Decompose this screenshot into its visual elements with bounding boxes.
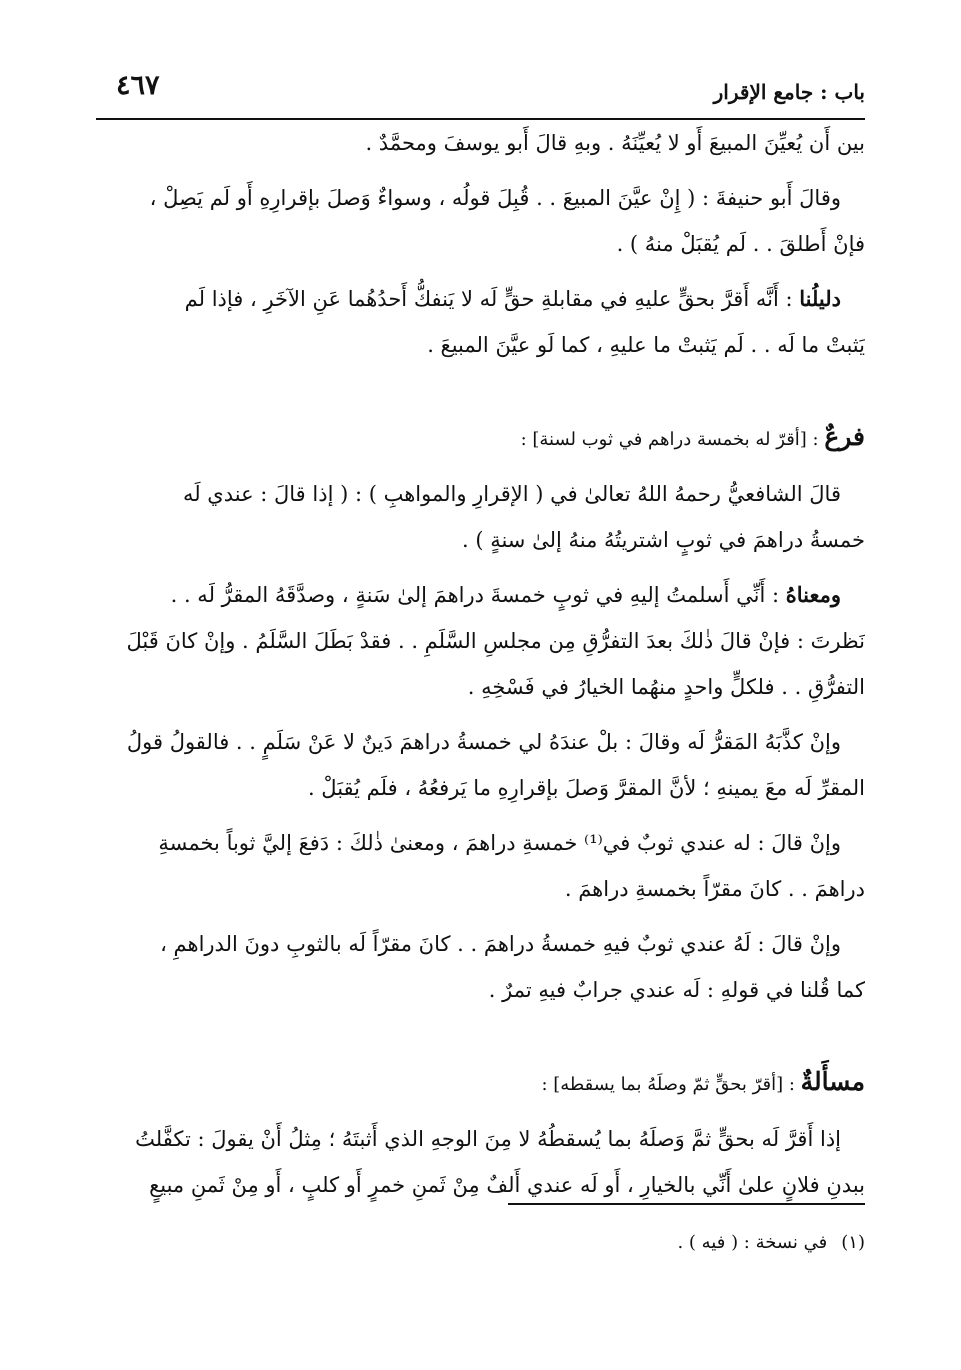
paragraph-lead: دليلُنا xyxy=(799,286,841,311)
paragraph xyxy=(90,921,865,1013)
text-line: وإنْ قالَ : له عندي ثوبٌ في⁽¹⁾ خمسةِ دراهمَ ، ومعنىٰ ذٰلكَ : دَفعَ إليَّ ثوباً بخمسةِ xyxy=(158,831,841,855)
section-heading xyxy=(90,1057,865,1107)
text-line: دراهمَ . . كانَ مقرّاً بخمسةِ دراهمَ . xyxy=(564,877,865,901)
paragraph xyxy=(90,1116,865,1208)
text-line: قالَ الشافعيُّ رحمهُ اللهُ تعالىٰ في ( الإقرارِ والمواهبِ ) : ( إذا قالَ : عندي لَه xyxy=(182,482,841,506)
text-line: بين أَن يُعيِّنَ المبيعَ أَو لا يُعيِّنَهُ . وبهِ قالَ أَبو يوسفَ ومحمَّدٌ . xyxy=(365,131,865,155)
heading-line xyxy=(90,412,865,462)
text-line: يَثبتْ ما لَه . . لَم يَثبتْ ما عليهِ ، كما لَو عيَّنَ المبيعَ . xyxy=(427,333,865,357)
text-run: : أَنَّه أَقرَّ بحقٍّ عليهِ في مقابلةِ حقٍّ لَه لا يَنفكُّ أَحدُهُما عَنِ الآخَرِ ، فإذا لَم xyxy=(184,287,800,311)
paragraph xyxy=(90,175,865,267)
running-title: باب : جامع الإقرار xyxy=(713,80,865,104)
text-line xyxy=(90,572,865,618)
paragraph xyxy=(90,120,865,166)
paragraph xyxy=(90,471,865,563)
paragraph xyxy=(90,572,865,710)
text-line: إذا أَقرَّ لَه بحقٍّ ثمَّ وَصلَهُ بما يُسقطُهُ لا مِنَ الوجهِ الذي أَثبتَهُ ؛ مِثلُ أَنْ يقولَ : تكفَّلتُ xyxy=(135,1127,841,1151)
text-line: خمسةُ دراهمَ في ثوبٍ اشتريتُهُ منهُ إلىٰ سنةٍ ) . xyxy=(461,528,865,552)
text-line: فإنْ أَطلقَ . . لَم يُقبَلْ منهُ ) . xyxy=(616,232,865,256)
paragraph xyxy=(90,276,865,368)
footnote xyxy=(677,1232,865,1253)
heading-label: مسأَلةٌ xyxy=(800,1067,865,1096)
paragraph xyxy=(90,719,865,811)
text-line: المقرِّ لَه معَ يمينهِ ؛ لأنَّ المقرَّ وَصلَ بإقرارِهِ ما يَرفعُهُ ، فلَم يُقبَلْ . xyxy=(307,776,865,800)
section-heading xyxy=(90,412,865,462)
heading-label: فرعٌ xyxy=(824,422,865,451)
heading-title: : [أقرّ بحقٍّ ثمّ وصلَهُ بما يسقطه] : xyxy=(541,1074,801,1095)
paragraph xyxy=(90,820,865,912)
heading-line xyxy=(90,1057,865,1107)
page-number: ٤٦٧ xyxy=(116,70,160,101)
text-line: ببدنِ فلانٍ علىٰ أَنِّي بالخيارِ ، أَو لَه عندي أَلفٌ مِنْ ثَمنِ خمرٍ أَو كلبٍ ، أَو مِنْ ثَمنِ مبيعٍ xyxy=(149,1173,865,1197)
footnote-divider xyxy=(508,1203,865,1205)
text-line: وإنْ قالَ : لَهُ عندي ثوبٌ فيهِ خمسةُ دراهمَ . . كانَ مقرّاً لَه بالثوبِ دونَ الدراهمِ ، xyxy=(160,932,841,956)
page-header xyxy=(96,66,865,120)
text-line: نَظرتَ : فإنْ قالَ ذٰلكَ بعدَ التفرُّقِ مِن مجلسِ السَّلَمِ . . فقدْ بَطَلَ السَّلَمُ . وإنْ كانَ قَبْلَ xyxy=(126,629,865,653)
footnote-text: في نسخة : ( فيه ) . xyxy=(677,1232,828,1253)
text-line: وقالَ أَبو حنيفةَ : ( إِنْ عيَّنَ المبيعَ . . قُبِلَ قولُه ، وسواءٌ وَصلَ بإقرارِهِ أَو لَم يَصِلْ ، xyxy=(149,186,841,210)
text-line xyxy=(90,276,865,322)
text-run: : أَنِّي أَسلمتُ إليهِ في ثوبٍ خمسةَ دراهمَ إلىٰ سَنةٍ ، وصدَّقَهُ المقرُّ لَه . . xyxy=(170,583,786,607)
footnote-marker: (١) xyxy=(841,1232,865,1253)
text-line: كما قُلنا في قولهِ : لَه عندي جرابٌ فيهِ تمرٌ . xyxy=(488,978,865,1002)
page-body xyxy=(90,120,865,1217)
text-line: التفرُّقِ . . فلكلٍّ واحدٍ منهُما الخيارُ في فَسْخِهِ . xyxy=(467,675,865,699)
paragraph-lead: ومعناهُ xyxy=(785,582,841,607)
heading-title: : [أقرّ له بخمسة دراهم في ثوب لسنة] : xyxy=(520,429,825,450)
text-line: وإنْ كذَّبَهُ المَقرُّ لَه وقالَ : بلْ عندَهُ لي خمسةُ دراهمَ دَينٌ لا عَنْ سَلَمٍ . . فالقولُ قولُ xyxy=(126,730,841,754)
